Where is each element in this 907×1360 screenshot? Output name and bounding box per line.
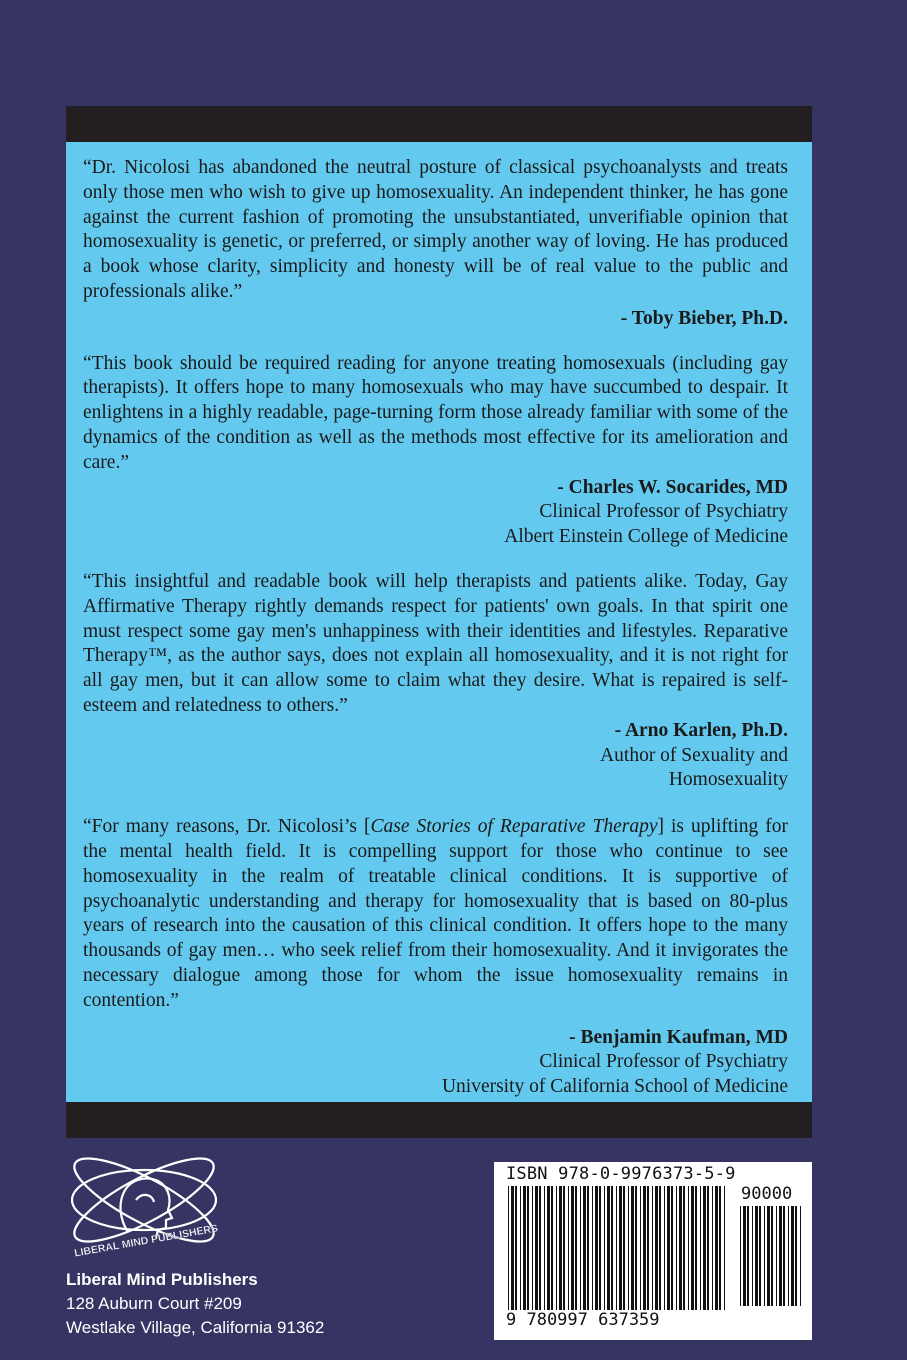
author-title: Clinical Professor of Psychiatry [539,501,788,523]
author-name: - Charles W. Socarides, MD [557,476,788,498]
barcode-bar [532,1186,533,1310]
barcode-bar [647,1186,649,1310]
quote-3-text: “This insightful and readable book will help therapists and patients alike. Today, Gay Affirmative Therapy rightly demands respect for patients' own goals. In that spirit one must respect some gay men's unhappiness with their identities and lifestyles. Reparative Therapy™, as the author says, does not explain all homosexuality, and it is not right for all gay men, but it can allow some to claim what they desire. What is repaired is self-esteem and relatedness to others.” [83,570,788,716]
barcode-bar [703,1186,706,1310]
barcode-bar [688,1186,689,1310]
barcode-bar [604,1186,605,1310]
barcode-bar [511,1186,514,1310]
barcode-bar [635,1186,637,1310]
publisher-address-line2: Westlake Village, California 91362 [66,1318,325,1337]
barcode-bar [664,1186,665,1310]
isbn-barcode [506,1186,728,1310]
barcode-bar [535,1186,538,1310]
barcode-bar [691,1186,694,1310]
book-title: Case Stories of Reparative Therapy [370,816,658,838]
barcode-bar [791,1206,794,1306]
barcode-bar [583,1186,586,1310]
barcode-bar [788,1206,789,1306]
top-dark-band [66,106,812,142]
barcode-bar [655,1186,658,1310]
barcode-bar [715,1186,718,1310]
barcode-bar [783,1206,785,1306]
barcode-bar [755,1206,758,1306]
barcode-bar [795,1206,797,1306]
barcode-bar [547,1186,550,1310]
barcode-bar [752,1206,753,1306]
barcode-bar [695,1186,697,1310]
barcode-bar [628,1186,629,1310]
barcode-bar [551,1186,553,1310]
barcode-bar [743,1206,746,1306]
author-affiliation: Homosexuality [668,769,788,791]
barcode-bar [771,1206,773,1306]
barcode-bar [671,1186,673,1310]
author-affiliation: Albert Einstein College of Medicine [504,526,788,548]
barcode-bar [580,1186,581,1310]
barcode-bar [520,1186,521,1310]
barcode-bar [544,1186,545,1310]
barcode-bar [700,1186,701,1310]
barcode-bar [616,1186,617,1310]
barcode-bar [683,1186,685,1310]
barcode-bar [667,1186,670,1310]
barcode-bar [527,1186,529,1310]
author-title: Author of Sexuality and [600,744,788,766]
barcode-bar [800,1206,801,1306]
price-code: 90000 [741,1184,793,1204]
logo-text: LIBERAL MIND PUBLISHERS [73,1222,219,1260]
barcode-bar [575,1186,577,1310]
barcode-bar [515,1186,517,1310]
barcode-bar [556,1186,557,1310]
publisher-address-line1: 128 Auburn Court #209 [66,1294,242,1313]
barcode-bar [571,1186,574,1310]
barcode-bar [607,1186,610,1310]
quote-4-text: “For many reasons, Dr. Nicolosi’s [Case Stories of Reparative Therapy] is uplifting for the mental health field. It is compelling support for those who continue to see homosexuality in the realm of treatable clinical conditions. It is supportive of psychoanalytic understanding and therapy for homosexuality that is based on 80-plus years of research into the causation of this clinical condition. It offers hope to the many thousands of gay men… who seek relief from their homosexuality. And it invigorates the necessary dialogue among those for whom the issue homosexuality remains in contention.” [83,816,788,1011]
publisher-name: Liberal Mind Publishers [66,1270,258,1289]
quote-1-author [83,307,788,332]
barcode-bar [631,1186,634,1310]
author-affiliation: University of California School of Medicine [441,1076,788,1098]
quote-1-text: “Dr. Nicolosi has abandoned the neutral posture of classical psychoanalysts and treats only those men who wish to give up homosexuality. An independent thinker, he has gone against the current fashion of promoting the unsubstantiated, unverifiable opinion that homosexuality is genetic, or preferred, or simply another way of loving. He has produced a book whose clarity, simplicity and honesty will be of real value to the public and professionals alike.” [83,157,788,302]
quote-2-author [83,476,788,501]
quote-3-author [83,719,788,744]
barcode-bar [623,1186,625,1310]
isbn-label: ISBN 978-0-9976373-5-9 [506,1164,736,1184]
barcode-bar [779,1206,782,1306]
price-barcode [738,1206,804,1306]
quote-4-author [83,1026,788,1051]
barcode-bar [764,1206,765,1306]
quote-2-text: “This book should be required reading for anyone treating homosexuals (including gay therapists). It offers hope to many homosexuals who may have succumbed to despair. It enlightens in a highly readable, page-turning form those already familiar with some of the dynamics of the condition as well as the methods most effective for its amelioration and care.” [83,352,788,473]
barcode-bar [719,1186,721,1310]
barcode-bar [523,1186,526,1310]
author-title: Clinical Professor of Psychiatry [539,1051,788,1073]
bottom-dark-band [66,1102,812,1138]
barcode-bar [599,1186,601,1310]
barcode-bar [759,1206,761,1306]
barcode-bar [724,1186,725,1310]
barcode-bar [568,1186,569,1310]
barcode-bar [595,1186,598,1310]
barcode-bar [563,1186,565,1310]
barcode-bar [619,1186,622,1310]
endorsements-panel [66,142,812,1102]
barcode-bar [559,1186,562,1310]
barcode-digits: 9 780997 637359 [506,1310,660,1330]
barcode-bar [747,1206,749,1306]
author-name: - Arno Karlen, Ph.D. [614,719,788,741]
barcode-bar [676,1186,677,1310]
barcode-bar [707,1186,709,1310]
barcode-bar [640,1186,641,1310]
barcode-bar [767,1206,770,1306]
barcode-bar [592,1186,593,1310]
author-name: - Benjamin Kaufman, MD [569,1026,788,1048]
barcode-bar [539,1186,541,1310]
barcode-bar [652,1186,653,1310]
barcode-bar [611,1186,613,1310]
barcode-bar [712,1186,713,1310]
barcode-bar [659,1186,661,1310]
author-name: - Toby Bieber, Ph.D. [620,307,788,329]
publisher-logo [62,1140,232,1270]
barcode-bar [679,1186,682,1310]
barcode-bar [776,1206,777,1306]
barcode-bar [740,1206,741,1306]
barcode-bar [587,1186,589,1310]
barcode-bar [508,1186,509,1310]
barcode-bar [643,1186,646,1310]
